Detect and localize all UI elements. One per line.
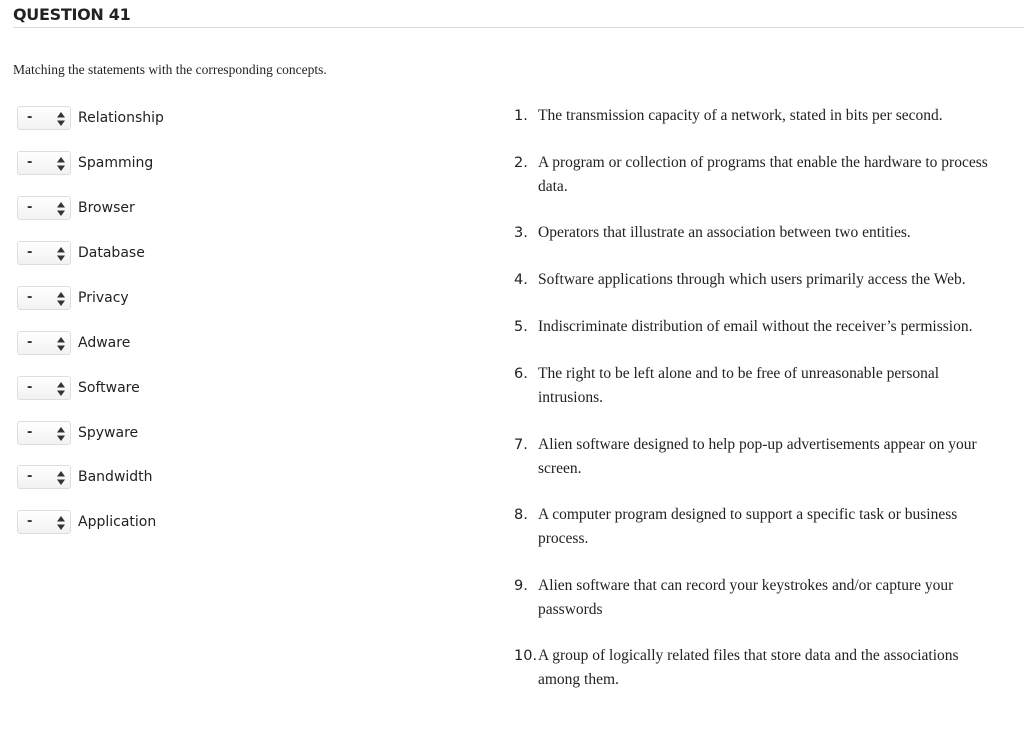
select-value: - [27,469,33,484]
statement-text: Alien software that can record your keystrokes and/or capture your passwords [538,577,954,618]
select-value: - [27,380,33,395]
select-value: - [27,110,33,125]
statement-5 [514,315,1004,339]
updown-arrows-icon [56,471,66,485]
answer-select-4[interactable] [17,241,71,265]
select-value: - [27,290,33,305]
concept-row [17,105,164,131]
select-value: - [27,514,33,529]
statement-number: 9. [514,578,528,594]
statement-number: 6. [514,366,528,382]
statement-text: Software applications through which users primarily access the Web. [538,271,966,288]
concept-row [17,375,140,401]
select-value: - [27,155,33,170]
statement-text: A computer program designed to support a specific task or business process. [538,506,958,547]
concept-label: Application [78,514,157,530]
statement-8 [514,503,1004,551]
statement-2 [514,151,1004,199]
concept-label: Software [78,380,140,396]
select-value: - [27,335,33,350]
instructions-text: Matching the statements with the corresponding concepts. [13,62,327,77]
concept-row [17,195,135,221]
answer-select-9[interactable] [17,465,71,489]
concept-row [17,150,153,176]
statement-number: 1. [514,108,528,124]
statement-6 [514,362,1004,410]
updown-arrows-icon [56,157,66,171]
statement-1 [514,104,1004,128]
statement-text: Operators that illustrate an association between two entities. [538,224,911,241]
updown-arrows-icon [56,292,66,306]
concept-row [17,509,156,535]
answer-select-2[interactable] [17,151,71,175]
concept-label: Privacy [78,290,129,306]
concept-label: Browser [78,200,135,216]
updown-arrows-icon [56,112,66,126]
statement-text: The right to be left alone and to be free of unreasonable personal intrusions. [538,365,940,406]
answer-select-10[interactable] [17,510,71,534]
updown-arrows-icon [56,427,66,441]
answer-select-6[interactable] [17,331,71,355]
statement-text: Indiscriminate distribution of email without the receiver’s permission. [538,318,973,335]
statement-9 [514,574,1004,622]
concept-label: Spyware [78,425,139,441]
answer-select-1[interactable] [17,106,71,130]
statement-number: 3. [514,225,528,241]
concept-label: Database [78,245,145,261]
statement-number: 5. [514,319,528,335]
statement-text: The transmission capacity of a network, stated in bits per second. [538,107,943,124]
updown-arrows-icon [56,382,66,396]
statement-number: 2. [514,155,528,171]
statement-number: 7. [514,437,528,453]
updown-arrows-icon [56,247,66,261]
answer-select-8[interactable] [17,421,71,445]
updown-arrows-icon [56,337,66,351]
statement-3 [514,221,1004,245]
select-value: - [27,200,33,215]
question-title: QUESTION 41 [13,5,131,24]
concept-row [17,464,153,490]
question-header [13,5,1024,28]
concept-row [17,330,130,356]
statement-number: 8. [514,507,528,523]
statement-text: A group of logically related files that store data and the associations among them. [538,647,959,688]
concept-label: Adware [78,335,131,351]
select-value: - [27,245,33,260]
statement-10 [514,644,1004,692]
answer-select-3[interactable] [17,196,71,220]
concept-row [17,420,138,446]
statement-text: Alien software designed to help pop-up advertisements appear on your screen. [538,436,977,477]
concept-label: Relationship [78,110,164,126]
statement-4 [514,268,1004,292]
statement-number: 4. [514,272,528,288]
concept-label: Bandwidth [78,469,153,485]
concept-row [17,240,145,266]
updown-arrows-icon [56,516,66,530]
statement-text: A program or collection of programs that enable the hardware to process data. [538,154,988,195]
answer-select-5[interactable] [17,286,71,310]
concept-row [17,285,129,311]
updown-arrows-icon [56,202,66,216]
answer-select-7[interactable] [17,376,71,400]
concept-label: Spamming [78,155,154,171]
select-value: - [27,425,33,440]
statement-7 [514,433,1004,481]
statement-number: 10. [514,648,538,664]
